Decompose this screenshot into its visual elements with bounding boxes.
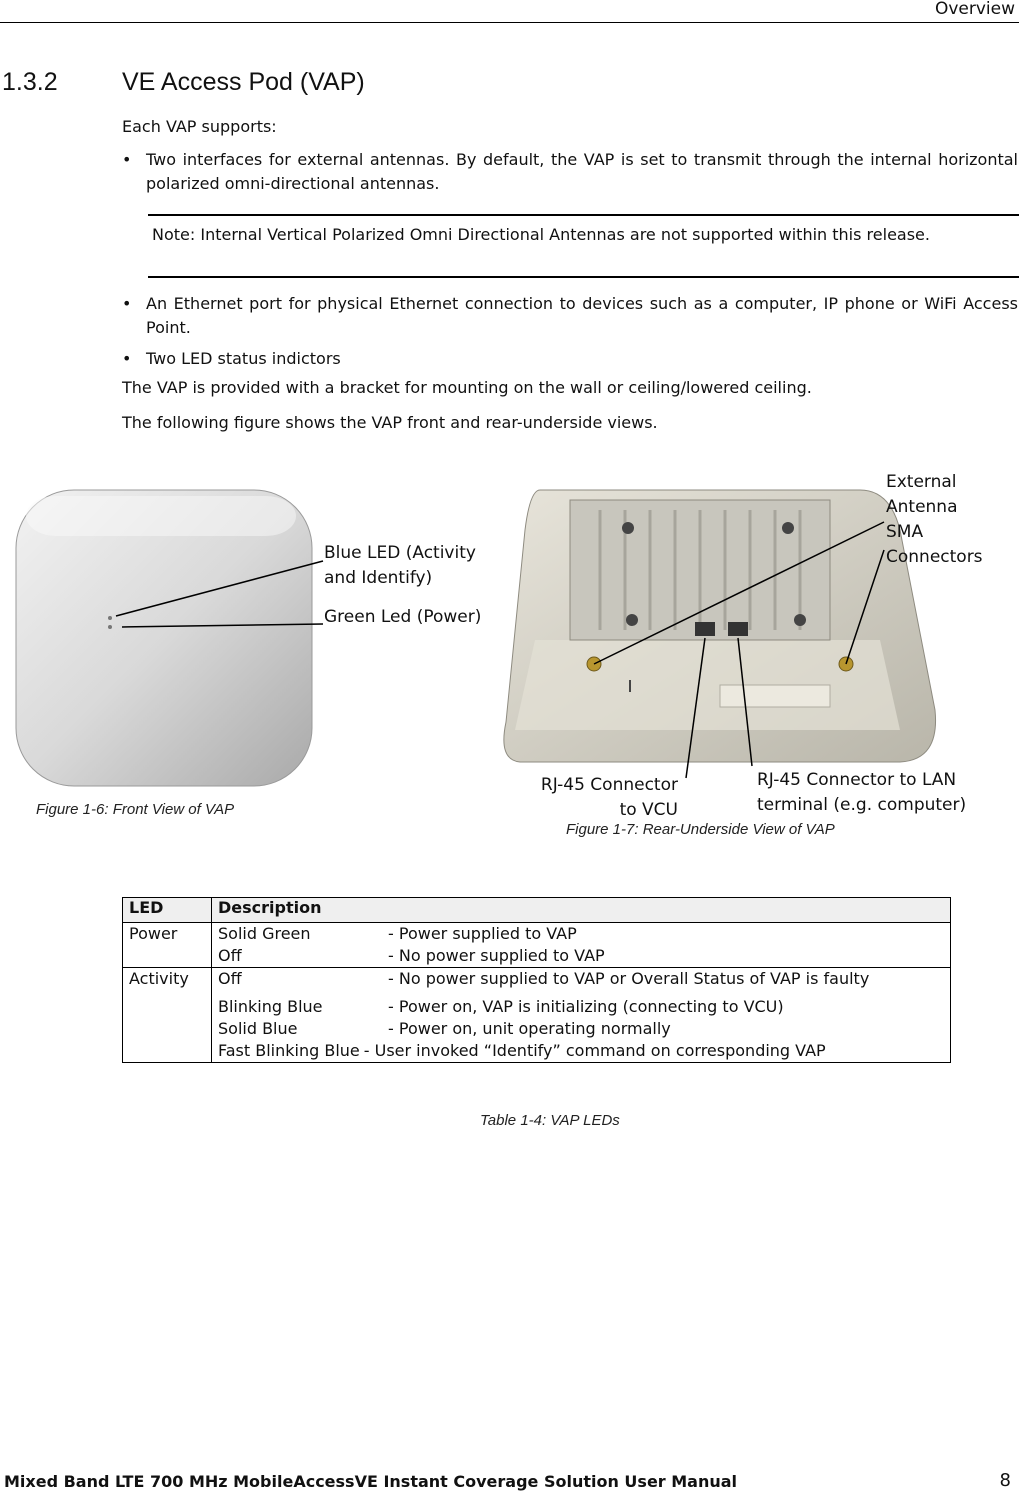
callout-line: Connectors	[886, 547, 983, 567]
blue-led-icon	[108, 616, 112, 620]
table-header-row	[123, 898, 951, 923]
section-number: 1.3.2	[2, 68, 58, 96]
callout-line: RJ-45 Connector to LAN	[757, 770, 957, 790]
callout-line: SMA	[886, 522, 924, 542]
bullet-text: Two interfaces for external antennas. By default, the VAP is set to transmit through the internal horizontal polarized omni-directional antennas.	[146, 150, 1018, 193]
callout-blue-led	[324, 541, 476, 591]
green-led-icon	[108, 625, 112, 629]
running-header: Overview	[934, 0, 1015, 19]
led-state: Off	[218, 969, 242, 988]
callout-line: terminal (e.g. computer)	[757, 795, 967, 815]
bullet-text: Two LED status indictors	[146, 349, 341, 368]
vap-front-view	[16, 490, 323, 786]
rj45-lan-port	[728, 622, 748, 636]
callout-line: RJ-45 Connector	[540, 775, 678, 795]
led-state: Fast Blinking Blue	[218, 1041, 360, 1060]
table-row	[123, 968, 951, 1063]
led-state-description: - User invoked “Identify” command on corresponding VAP	[363, 1041, 826, 1060]
led-state: Off	[218, 946, 242, 965]
rear-figure-caption: Figure 1-7: Rear-Underside View of VAP	[566, 821, 835, 838]
bullet-item	[122, 292, 1018, 340]
front-figure-caption: Figure 1-6: Front View of VAP	[36, 801, 235, 818]
note-text: Note: Internal Vertical Polarized Omni Directional Antennas are not supported within this release.	[152, 225, 930, 244]
callout-line: Antenna	[886, 497, 958, 517]
led-cell: Power	[123, 923, 212, 968]
bullet-dot-icon: •	[122, 294, 132, 313]
led-state: Solid Green	[218, 924, 311, 943]
bullet-item	[122, 148, 1018, 196]
led-cell: Activity	[123, 968, 212, 1063]
callout-green-led: Green Led (Power)	[324, 607, 482, 627]
vap-led-table	[122, 897, 951, 1063]
vap-rear-view	[504, 490, 936, 778]
bullet-item	[122, 347, 1018, 371]
callout-rj45-vcu	[526, 773, 678, 823]
led-state-description: - Power supplied to VAP	[388, 924, 577, 943]
led-state-description: - Power on, VAP is initializing (connecting to VCU)	[388, 997, 784, 1016]
intro-paragraph: Each VAP supports:	[122, 117, 277, 136]
callout-line: External	[886, 472, 957, 492]
bullet-text: An Ethernet port for physical Ethernet connection to devices such as a computer, IP phone or WiFi Access Point.	[146, 294, 1018, 337]
note-bottom-rule	[148, 276, 1019, 278]
section-title: VE Access Pod (VAP)	[122, 68, 365, 96]
led-state-description: - Power on, unit operating normally	[388, 1019, 671, 1038]
figure-intro-paragraph: The following figure shows the VAP front and rear-underside views.	[122, 413, 658, 432]
description-cell	[212, 923, 951, 968]
bracket-paragraph: The VAP is provided with a bracket for mounting on the wall or ceiling/lowered ceiling.	[122, 378, 812, 397]
description-column-header: Description	[212, 898, 951, 923]
led-state-description: - No power supplied to VAP or Overall Status of VAP is faulty	[388, 969, 870, 988]
header-rule	[0, 22, 1019, 23]
callout-external-antenna	[886, 470, 983, 570]
rj45-vcu-port	[695, 622, 715, 636]
page-number: 8	[999, 1470, 1011, 1491]
callout-rj45-lan	[757, 768, 966, 818]
led-state: Solid Blue	[218, 1019, 298, 1038]
bullet-dot-icon: •	[122, 349, 132, 368]
bullet-dot-icon: •	[122, 150, 132, 169]
table-caption: Table 1-4: VAP LEDs	[480, 1112, 620, 1129]
callout-line: and Identify)	[324, 568, 433, 588]
led-state-description: - No power supplied to VAP	[388, 946, 605, 965]
callout-line: Blue LED (Activity	[324, 543, 476, 563]
led-column-header: LED	[123, 898, 212, 923]
table-row	[123, 923, 951, 968]
callout-line: to VCU	[619, 800, 678, 820]
description-cell	[212, 968, 951, 1063]
led-state: Blinking Blue	[218, 997, 323, 1016]
footer-title: Mixed Band LTE 700 MHz MobileAccessVE Instant Coverage Solution User Manual	[4, 1472, 738, 1491]
note-top-rule	[148, 214, 1019, 216]
